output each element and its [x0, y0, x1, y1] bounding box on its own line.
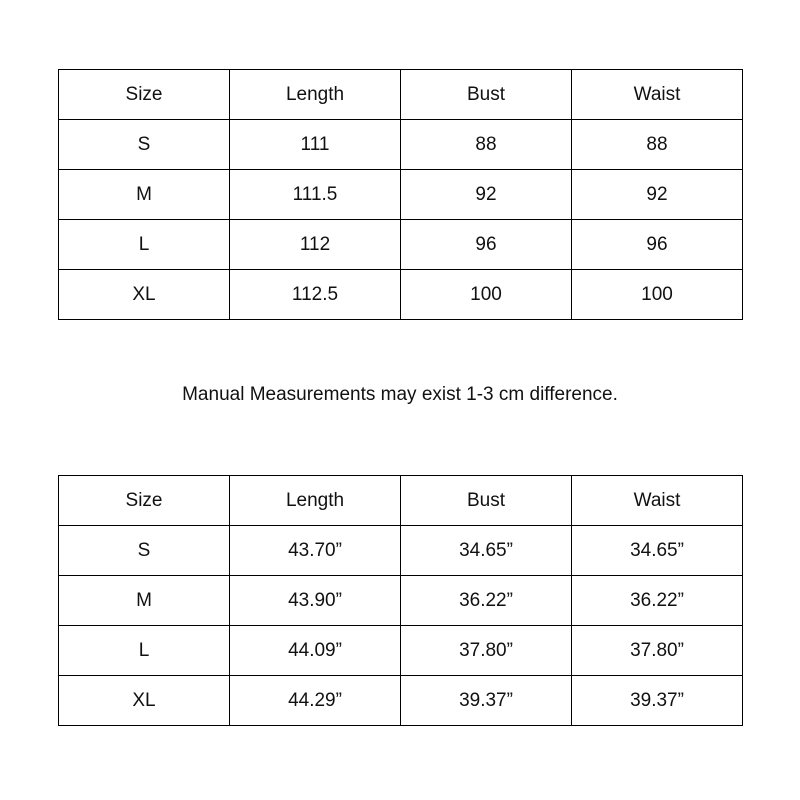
table-cell: 112.5	[230, 270, 401, 320]
table-cell: 34.65”	[401, 526, 572, 576]
table-cell: 100	[401, 270, 572, 320]
table-cell: 111.5	[230, 170, 401, 220]
measurement-note: Manual Measurements may exist 1-3 cm difference.	[182, 384, 618, 405]
table-cell: 96	[401, 220, 572, 270]
table-row	[59, 626, 743, 676]
column-header: Waist	[572, 476, 743, 526]
table-cell: S	[59, 120, 230, 170]
table-cell: 43.90”	[230, 576, 401, 626]
column-header: Size	[59, 70, 230, 120]
table-cell: 43.70”	[230, 526, 401, 576]
table-row	[59, 120, 743, 170]
column-header: Length	[230, 70, 401, 120]
table-row	[59, 220, 743, 270]
table-cell: 92	[401, 170, 572, 220]
table-row	[59, 270, 743, 320]
table-cell: 96	[572, 220, 743, 270]
table-header-row	[59, 70, 743, 120]
table-header-row	[59, 476, 743, 526]
table-cell: 37.80”	[572, 626, 743, 676]
table-row	[59, 576, 743, 626]
column-header: Length	[230, 476, 401, 526]
table-cell: 92	[572, 170, 743, 220]
table-cell: S	[59, 526, 230, 576]
table-cell: 100	[572, 270, 743, 320]
column-header: Size	[59, 476, 230, 526]
column-header: Bust	[401, 476, 572, 526]
table-row	[59, 676, 743, 726]
column-header: Waist	[572, 70, 743, 120]
column-header: Bust	[401, 70, 572, 120]
table-cell: 44.29”	[230, 676, 401, 726]
table-cell: 88	[401, 120, 572, 170]
table-cell: 39.37”	[572, 676, 743, 726]
table-row	[59, 170, 743, 220]
table-cell: 34.65”	[572, 526, 743, 576]
table-cell: M	[59, 170, 230, 220]
table-cell: 36.22”	[572, 576, 743, 626]
table-cell: XL	[59, 270, 230, 320]
size-chart-inch-table	[58, 475, 743, 726]
table-cell: 88	[572, 120, 743, 170]
table-cell: 44.09”	[230, 626, 401, 676]
table-cell: 36.22”	[401, 576, 572, 626]
table-cell: XL	[59, 676, 230, 726]
table-cell: 112	[230, 220, 401, 270]
size-chart-cm-table	[58, 69, 743, 320]
table-cell: 37.80”	[401, 626, 572, 676]
table-row	[59, 526, 743, 576]
table-cell: M	[59, 576, 230, 626]
table-cell: 111	[230, 120, 401, 170]
table-cell: 39.37”	[401, 676, 572, 726]
table-cell: L	[59, 626, 230, 676]
table-cell: L	[59, 220, 230, 270]
